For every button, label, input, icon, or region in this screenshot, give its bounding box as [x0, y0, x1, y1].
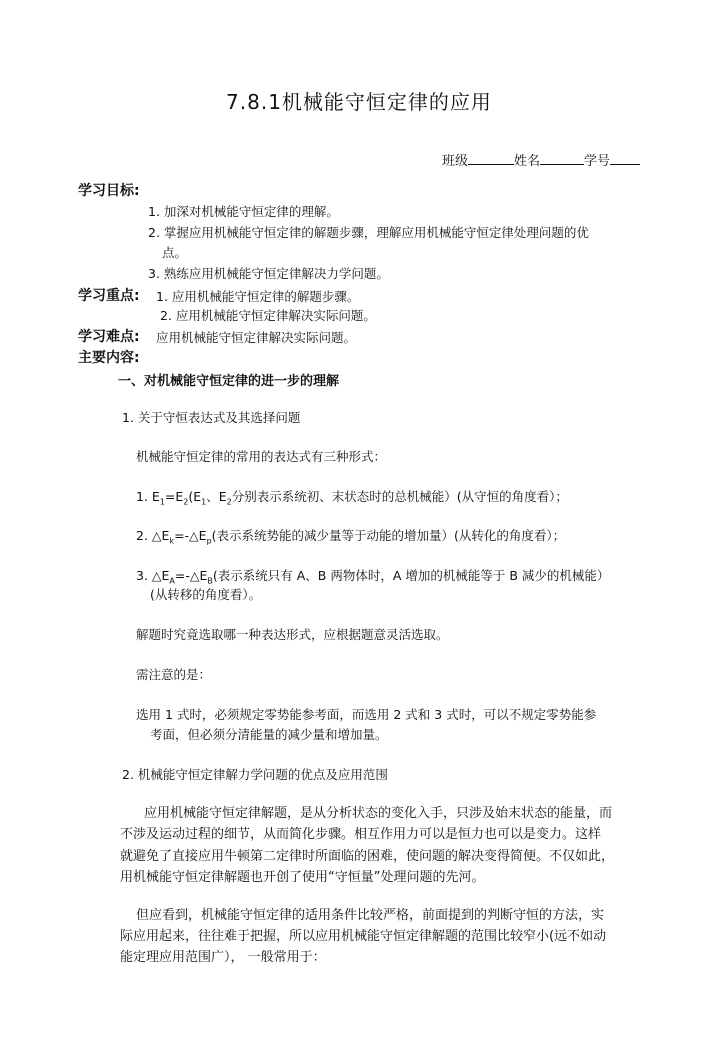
objective-3: 3. 熟练应用机械能守恒定律解决力学问题。	[148, 266, 389, 281]
para2-line-2: 际应用起来，往往难于把握，所以应用机械能守恒定律解题的范围比较窄小(远不如动	[120, 929, 607, 944]
note-line-2: 考面，但必须分清能量的减少量和增加量。	[150, 727, 388, 742]
f1-rest: 分别表示系统初、末状态时的总机械能）(从守恒的角度看）；	[231, 489, 568, 504]
f3-prefix: 3. △E	[136, 568, 170, 583]
para2-line-3: 能定理应用范围广）， 一般常用于：	[120, 950, 326, 965]
f1-prefix: 1. E	[136, 489, 160, 504]
name-label: 姓名	[513, 154, 540, 169]
objective-2: 2. 掌握应用机械能守恒定律的解题步骤，理解应用机械能守恒定律处理问题的优	[148, 225, 589, 240]
f2-sub: p	[206, 536, 212, 546]
f3-rest: (表示系统只有 A、B 两物体时，A 增加的机械能等于 B 减少的机械能）	[212, 568, 610, 583]
formula-1	[136, 487, 568, 507]
main-content-heading: 主要内容:	[78, 350, 140, 366]
f3-sub: B	[207, 576, 213, 586]
f3-sub: A	[169, 576, 175, 586]
name-blank	[540, 151, 584, 165]
para1-line-1: 应用机械能守恒定律解题，是从分析状态的变化入手，只涉及始末状态的能量，而	[144, 806, 613, 821]
para1-line-2: 不涉及运动过程的细节，从而简化步骤。相互作用力可以是恒力也可以是变力。这样	[120, 827, 602, 842]
key-point-1: 1. 应用机械能守恒定律的解题步骤。	[156, 289, 360, 304]
f2-eq: =-△E	[174, 528, 207, 543]
f1-sub: 2	[226, 497, 232, 507]
formula-2	[136, 526, 565, 546]
para1-line-3: 就避免了直接应用牛顿第二定律时所面临的困难，使问题的解决变得简便。不仅如此，	[120, 849, 615, 864]
difficulty-heading: 学习难点:	[78, 329, 140, 345]
para1-line-4: 用机械能守恒定律解题也开创了使用“守恒量”处理问题的先河。	[120, 870, 485, 885]
objective-2-cont: 点。	[162, 245, 188, 260]
f1-mid: 、E	[206, 489, 227, 504]
sub1-heading: 1. 关于守恒表达式及其选择问题	[122, 410, 301, 425]
f1-mid: (E	[188, 489, 202, 504]
page-title: 7.8.1机械能守恒定律的应用	[226, 90, 492, 114]
f1-sub: 1	[201, 497, 207, 507]
note-label: 需注意的是：	[136, 667, 212, 682]
f2-sub: k	[169, 536, 175, 546]
formula-3-cont: (从转移的角度看）。	[150, 587, 262, 602]
key-points-heading: 学习重点:	[78, 288, 140, 304]
objectives-heading: 学习目标:	[78, 183, 140, 199]
f1-sub: 2	[183, 497, 189, 507]
objective-1: 1. 加深对机械能守恒定律的理解。	[148, 204, 339, 219]
para2-line-1: 但应看到，机械能守恒定律的适用条件比较严格，前面提到的判断守恒的方法，实	[136, 908, 605, 923]
f1-eq: =E	[164, 489, 184, 504]
f2-prefix: 2. △E	[136, 528, 170, 543]
note-line-1: 选用 1 式时，必须规定零势能参考面，而选用 2 式和 3 式时，可以不规定零势能参	[136, 707, 597, 722]
number-label: 学号	[583, 154, 610, 169]
key-point-2: 2. 应用机械能守恒定律解决实际问题。	[160, 308, 376, 323]
f3-eq: =-△E	[174, 568, 208, 583]
section1-heading: 一、对机械能守恒定律的进一步的理解	[118, 374, 340, 389]
sub1-intro: 机械能守恒定律的常用的表达式有三种形式：	[136, 449, 387, 464]
f2-rest: (表示系统势能的减少量等于动能的增加量）(从转化的角度看）；	[211, 528, 566, 543]
choose-text: 解题时究竟选取哪一种表达形式，应根据题意灵活选取。	[136, 627, 449, 642]
formula-3	[136, 566, 609, 586]
sub2-heading: 2. 机械能守恒定律解力学问题的优点及应用范围	[122, 767, 388, 782]
student-info	[442, 150, 640, 169]
difficulty-text: 应用机械能守恒定律解决实际问题。	[156, 330, 357, 345]
class-blank	[468, 151, 514, 165]
f1-sub: 1	[159, 497, 165, 507]
class-label: 班级	[441, 154, 468, 169]
number-blank	[610, 151, 640, 165]
